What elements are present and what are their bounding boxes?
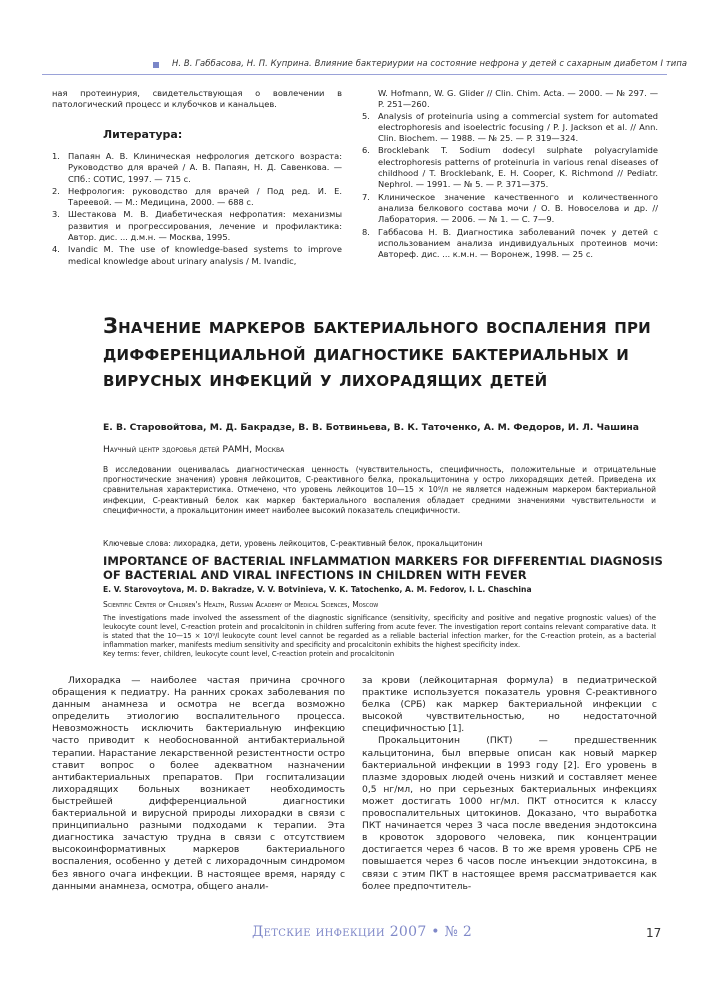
running-head: Н. В. Габбасова, Н. П. Куприна. Влияние бактериурии на состояние нефрона у детей с сахарным диабетом I типа xyxy=(172,58,688,68)
reference-continuation: W. Hofmann, W. G. Glider // Clin. Chim. Acta. — 2000. — № 297. — P. 251—260. xyxy=(378,88,658,110)
english-authors: E. V. Starovoytova, M. D. Bakradze, V. V. Botvinieva, V. K. Tatochenko, A. M. Fedorov, I. L. Chaschina xyxy=(103,585,532,594)
reference-number: 3. xyxy=(52,209,60,220)
reference-number: 7. xyxy=(362,191,370,202)
english-abstract xyxy=(103,614,656,659)
body-paragraph: Прокальцитонин (ПКТ) — предшественник кальцитонина, был впервые описан как новый маркер бактериальной инфекции в 1993 году [2]. Его уровень в плазме здоровых людей очень низкий и составляет менее 0,5 нг/мл, но при серьезных бактериальных инфекциях может достигать 1000 нг/мл. ПКТ относится к классу провоспалительных цитокинов. Доказано, что выработка ПКТ начинается через 3 часа после введения эндотоксина в кровоток здорового человека, пик концентрации достигается через 6 часов. В то же время уровень СРБ не повышается через 6 часов после инъекции эндотоксина, в связи с этим ПКТ в настоящее время рассматривается как более предпочтитель- xyxy=(362,735,657,892)
reference-item xyxy=(52,209,342,243)
keywords-russian: Ключевые слова: лихорадка, дети, уровень лейкоцитов, С-реактивный белок, прокальцитонин xyxy=(103,539,483,548)
reference-item xyxy=(52,151,342,185)
reference-item xyxy=(52,244,342,267)
article-title xyxy=(103,313,663,393)
english-title: IMPORTANCE OF BACTERIAL INFLAMMATION MARKERS FOR DIFFERENTIAL DIAGNOSIS OF BACTERIAL AND VIRAL INFECTIONS IN CHILDREN WITH FEVER xyxy=(103,554,663,582)
english-abstract-text: The investigations made involved the assessment of the diagnostic significance (sensitivity, specificity and positive and negative prognostic values) of the leukocyte count level, C-reaction protein and procalcitonin in children suffering from acute fever. The investigation report contains relevant comparative data. It is stated that the 10—15 × 10⁹/l leukocyte count level cannot be regarded as a reliable bacterial infection marker, for the C-reaction protein, as a bacterial inflammation marker, manifests medium sensitivity and specificity and procalcitonin exhibits the highest specificity index. xyxy=(103,614,656,649)
reference-text: Ivandic M. The use of knowledge-based systems to improve medical knowledge about urinary analysis / M. Ivandic, xyxy=(68,244,342,266)
journal-footer: Детские инфекции 2007 • № 2 xyxy=(252,924,473,940)
reference-item xyxy=(362,145,658,190)
article-affiliation: Научный центр здоровья детей РАМН, Москва xyxy=(103,444,285,455)
article-authors: Е. В. Старовойтова, М. Д. Бакрадзе, В. В. Ботвиньева, В. К. Таточенко, А. М. Федоров, И. Л. Чашина xyxy=(103,422,639,433)
reference-text: Габбасова Н. В. Диагностика заболеваний почек у детей с использованием анализа индивидуальных протеинов мочи: Автореф. дис. ... к.м.н. — Воронеж, 1998. — 25 с. xyxy=(378,226,658,260)
reference-number: 5. xyxy=(362,110,370,121)
previous-article-left-column xyxy=(52,88,342,111)
reference-text: Клиническое значение качественного и количественного анализа белкового состава мочи / О. В. Новоселова и др. // Лаборатория. — 2006. — № 1. — С. 7—9. xyxy=(378,191,658,225)
reference-number: 6. xyxy=(362,145,370,156)
reference-text: Analysis of proteinuria using a commercial system for automated electrophoresis and isoelectric focusing / P. J. Jackson et al. // Ann. Clin. Biochem. — 1988. — № 25. — P. 319—324. xyxy=(378,110,658,144)
reference-text: Brocklebank T. Sodium dodecyl sulphate polyacrylamide electrophoresis patterns of proteinuria in various renal diseases of childhood / T. Brocklebank, E. H. Cooper, K. Richmond // Pediatr. Nephrol. — 1991. — № 5. — P. 371—375. xyxy=(378,145,658,190)
reference-item xyxy=(52,186,342,209)
references-right xyxy=(362,88,658,261)
reference-text: Нефрология: руководство для врачей / Под ред. И. Е. Тареевой. — М.: Медицина, 2000. — 688 с. xyxy=(68,185,342,208)
header-square-icon xyxy=(153,62,159,68)
english-keywords: Key terms: fever, children, leukocyte count level, C-reaction protein and procalcitonin xyxy=(103,650,395,658)
reference-item xyxy=(362,227,658,261)
page-number: 17 xyxy=(646,926,662,940)
reference-number: 2. xyxy=(52,185,60,196)
body-right-column xyxy=(362,675,657,893)
reference-number: 8. xyxy=(362,226,370,237)
references-left xyxy=(52,151,342,268)
reference-item xyxy=(362,192,658,226)
reference-number: 1. xyxy=(52,151,60,161)
header-rule xyxy=(42,74,667,75)
body-paragraph: Лихорадка — наиболее частая причина срочного обращения к педиатру. На ранних сроках заболевания по данным анамнеза и осмотра не всегда возможно определить этиологию воспалительного процесса. Невозможность исключить бактериальную инфекцию часто приводит к необоснованной антибактериальной терапии. Нарастание лекарственной резистентности остро ставит вопрос о более адекватном назначении антибактериальных препаратов. При госпитализации лихорадящих больных возникает необходимость быстрейшей дифференциальной диагностики бактериальной и вирусной природы лихорадки в связи с принципиально разными подходами к терапии. Эта диагностика зачастую трудна в связи с отсутствием высокоинформативных маркеров бактериального воспаления, особенно у детей с лихорадочным синдромом без явного очага инфекции. В настоящее время, наряду с данными анамнеза, осмотра, общего анали- xyxy=(52,675,345,892)
article-title-text: Значение маркеров бактериального воспаления при дифференциальной диагностике бактериальных и вирусных инфекций у лихорадящих детей xyxy=(103,314,651,391)
literature-heading: Литература: xyxy=(103,128,183,141)
reference-number: 4. xyxy=(52,244,60,255)
abstract-russian: В исследовании оценивалась диагностическая ценность (чувствительность, специфичность, положительные и отрицательные прогностические значения) уровня лейкоцитов, С-реактивного белка, прокальцитонина у остро лихорадящих детей. Приведена их сравнительная характеристика. Отмечено, что уровень лейкоцитов 10—15 × 10⁹/л не является надежным маркером бактериальной инфекции, С-реактивный белок как маркер бактериального воспаления обладает средними значениями чувствительности и специфичности, а прокальцитонин имеет наиболее высокий показатель специфичности. xyxy=(103,465,656,515)
body-left-column xyxy=(52,675,345,893)
english-affiliation: Scientific Center of Children's Health, Russian Academy of Medical Sciences, Moscow xyxy=(103,600,379,609)
reference-text: Папаян А. В. Клиническая нефрология детского возраста: Руководство для врачей / А. В. Папаян, Н. Д. Савенкова. — СПб.: СОТИС, 1997. — 715 с. xyxy=(68,151,342,184)
reference-text: Шестакова М. В. Диабетическая нефропатия: механизмы развития и прогрессирования, лечение и профилактика: Автор. дис. ... д.м.н. — Москва, 1995. xyxy=(68,209,342,243)
previous-article-conclusion: ная протеинурия, свидетельствующая о вовлечении в патологический процесс и клубочков и канальцев. xyxy=(52,88,342,110)
body-paragraph: за крови (лейкоцитарная формула) в педиатрической практике используется показатель уровня С-реактивного белка (СРБ) как маркер бактериальной инфекции с высокой чувствительностью, но недостаточной специфичностью [1]. xyxy=(362,675,657,735)
reference-item xyxy=(362,111,658,145)
